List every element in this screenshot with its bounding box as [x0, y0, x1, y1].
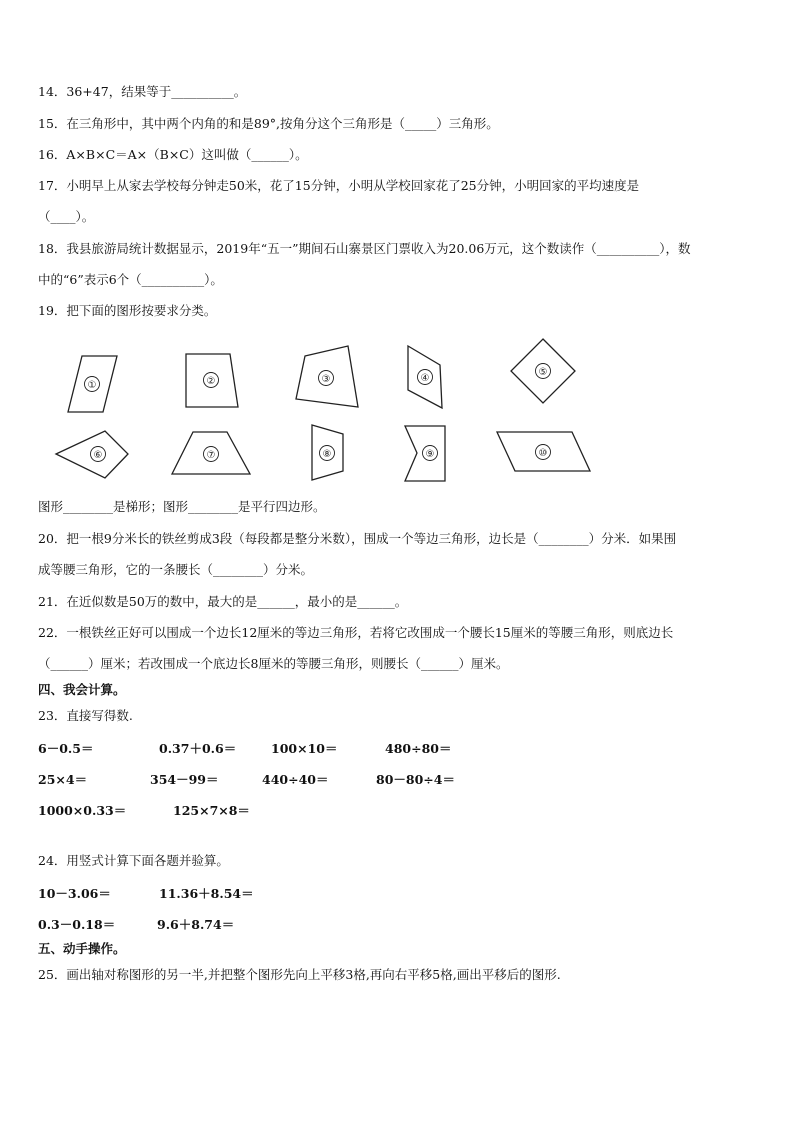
svg-text:⑩: ⑩: [538, 448, 548, 459]
vertical-calc-item: 11.36＋8.54＝: [159, 886, 254, 901]
question-22-line-1: 22．一根铁丝正好可以围成一个边长12厘米的等边三角形，若将它改围成一个腰长15厘米的等腰三角形，则底边长: [38, 625, 674, 640]
oral-calc-item: 1000×0.33＝: [38, 803, 127, 818]
shape-4: [408, 346, 442, 408]
oral-calc-item: 80－80÷4＝: [376, 772, 455, 787]
question-19: 19．把下面的图形按要求分类。: [38, 303, 217, 318]
vertical-calc-item: 10－3.06＝: [38, 886, 111, 901]
oral-calc-item: 100×10＝: [271, 741, 338, 756]
question-22-line-2: （______）厘米；若改围成一个底边长8厘米的等腰三角形，则腰长（______）厘米。: [38, 656, 509, 671]
svg-text:⑤: ⑤: [538, 367, 548, 378]
question-21: 21．在近似数是50万的数中，最大的是______，最小的是______。: [38, 594, 408, 609]
svg-text:⑥: ⑥: [93, 450, 103, 461]
question-17-line-2: （____）。: [38, 209, 95, 224]
section-5-heading: 五、动手操作。: [38, 941, 126, 956]
oral-calc-item: 480÷80＝: [385, 741, 452, 756]
svg-text:⑦: ⑦: [206, 450, 216, 461]
svg-text:②: ②: [206, 376, 216, 387]
question-14: 14．36+47，结果等于__________。: [38, 84, 247, 99]
shape-10: [497, 432, 590, 471]
shape-5: [511, 339, 575, 403]
svg-text:③: ③: [321, 374, 331, 385]
oral-calc-item: 0.37＋0.6＝: [159, 741, 237, 756]
shape-2: [186, 354, 238, 407]
question-18-line-1: 18．我县旅游局统计数据显示，2019年“五一”期间石山寨景区门票收入为20.06万元，这个数读作（__________），数: [38, 241, 691, 256]
oral-calc-item: 440÷40＝: [262, 772, 329, 787]
shape-6: [56, 431, 128, 478]
question-16: 16．A×B×C＝A×（B×C）这叫做（______）。: [38, 147, 308, 162]
vertical-calc-item: 0.3－0.18＝: [38, 917, 116, 932]
question-24: 24．用竖式计算下面各题并验算。: [38, 853, 229, 868]
shape-9: [405, 426, 445, 481]
vertical-calc-item: 9.6＋8.74＝: [157, 917, 235, 932]
question-17-line-1: 17．小明早上从家去学校每分钟走50米，花了15分钟，小明从学校回家花了25分钟，小明回家的平均速度是: [38, 178, 640, 193]
question-20-line-1: 20．把一根9分米长的铁丝剪成3段（每段都是整分米数），围成一个等边三角形，边长是（________）分米．如果围: [38, 531, 677, 546]
shapes-figure: [0, 0, 794, 500]
shape-3: [296, 346, 358, 407]
oral-calc-item: 125×7×8＝: [173, 803, 250, 818]
oral-calc-item: 354－99＝: [150, 772, 219, 787]
svg-text:④: ④: [420, 373, 430, 384]
question-19-answer: 图形________是梯形；图形________是平行四边形。: [38, 499, 326, 514]
question-25: 25．画出轴对称图形的另一半,并把整个图形先向上平移3格,再向右平移5格,画出平移后的图形.: [38, 967, 561, 982]
oral-calc-item: 6－0.5＝: [38, 741, 94, 756]
svg-text:⑨: ⑨: [425, 449, 435, 460]
question-20-line-2: 成等腰三角形，它的一条腰长（________）分米。: [38, 562, 314, 577]
section-4-heading: 四、我会计算。: [38, 682, 126, 697]
question-15: 15．在三角形中，其中两个内角的和是89°,按角分这个三角形是（_____）三角形。: [38, 116, 499, 131]
shape-1: [68, 356, 117, 412]
svg-text:⑧: ⑧: [322, 449, 332, 460]
shape-7: [172, 432, 250, 474]
question-23: 23．直接写得数.: [38, 708, 133, 723]
question-18-line-2: 中的“6”表示6个（__________）。: [38, 272, 223, 287]
svg-text:①: ①: [87, 380, 97, 391]
oral-calc-item: 25×4＝: [38, 772, 88, 787]
shape-8: [312, 425, 343, 480]
